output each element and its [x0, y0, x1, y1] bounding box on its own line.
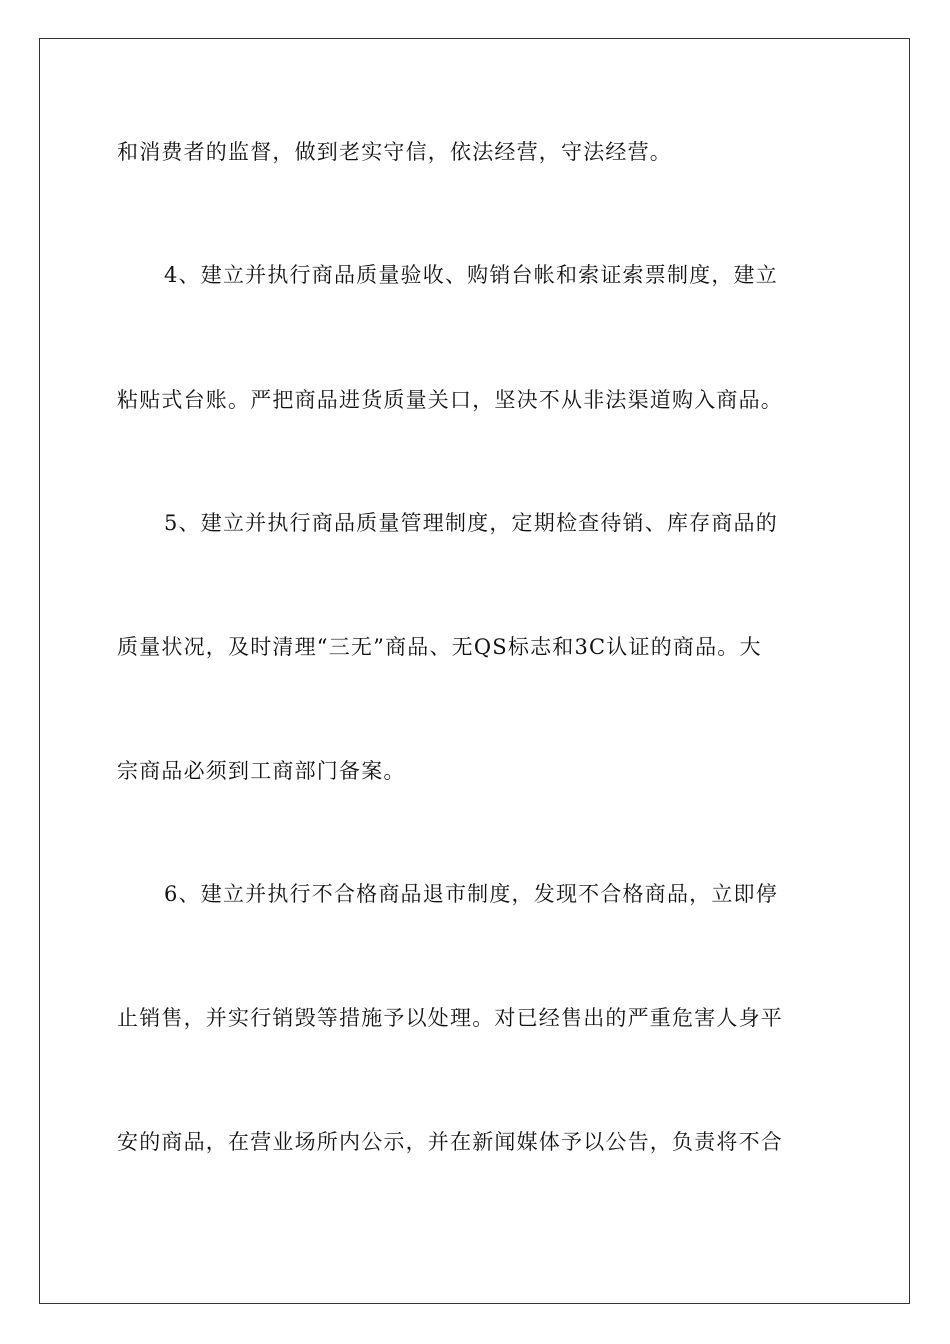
paragraph-line: 6、建立并执行不合格商品退市制度，发现不合格商品，立即停 [164, 882, 778, 906]
paragraph-line: 安的商品，在营业场所内公示，并在新闻媒体予以公告，负责将不合 [117, 1130, 783, 1154]
paragraph-line: 和消费者的监督，做到老实守信，依法经营，守法经营。 [117, 140, 672, 164]
paragraph-line: 5、建立并执行商品质量管理制度，定期检查待销、库存商品的 [164, 511, 778, 535]
paragraph-line: 粘贴式台账。严把商品进货质量关口，坚决不从非法渠道购入商品。 [117, 388, 783, 412]
paragraph-line: 止销售，并实行销毁等措施予以处理。对已经售出的严重危害人身平 [117, 1006, 783, 1030]
paragraph-line: 质量状况，及时清理“三无”商品、无QS标志和3C认证的商品。大 [117, 635, 762, 659]
page-border [39, 38, 910, 1304]
paragraph-line: 4、建立并执行商品质量验收、购销台帐和索证索票制度，建立 [164, 263, 778, 287]
paragraph-line: 宗商品必须到工商部门备案。 [117, 759, 406, 783]
